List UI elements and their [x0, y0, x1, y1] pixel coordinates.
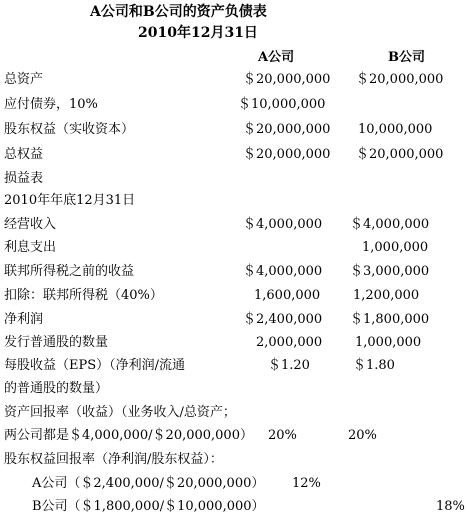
- value-b-revenue: ＄4,000,000: [350, 217, 430, 232]
- value-a-bonds: ＄10,000,000: [238, 97, 326, 112]
- value-a-roa: 20%: [268, 428, 297, 443]
- value-roe-b: 18%: [436, 499, 465, 514]
- column-header-b: B公司: [388, 50, 425, 65]
- row-label-bonds: 应付债券，10%: [4, 97, 98, 112]
- row-label-revenue: 经营收入: [4, 217, 57, 232]
- value-a-shares: 2,000,000: [256, 335, 323, 350]
- row-label-pretax: 联邦所得税之前的收益: [4, 264, 135, 279]
- row-label-total-assets: 总资产: [4, 72, 44, 87]
- column-header-a: A公司: [258, 50, 295, 65]
- value-a-total-assets: ＄20,000,000: [243, 72, 331, 87]
- row-label-roe-b: B公司（＄1,800,000/＄10,000,000）: [32, 499, 265, 514]
- row-label-common-equity: 股东权益（实收资本）: [4, 122, 135, 137]
- value-b-pretax: ＄3,000,000: [350, 264, 430, 279]
- value-b-interest: 1,000,000: [362, 240, 429, 255]
- row-label-net-income: 净利润: [4, 312, 44, 327]
- value-b-net-income: ＄1,800,000: [350, 312, 430, 327]
- value-roe-a: 12%: [292, 476, 321, 491]
- row-label-shares: 发行普通股的数量: [4, 335, 109, 350]
- row-label-roa: 资产回报率（收益）（业务收入/总资产；: [4, 405, 236, 420]
- value-b-total-assets: ＄20,000,000: [356, 72, 444, 87]
- value-a-pretax: ＄4,000,000: [243, 264, 323, 279]
- row-label-roa-detail: 两公司都是＄4,000,000/＄20,000,000）: [4, 428, 253, 443]
- value-b-common-equity: 10,000,000: [358, 122, 433, 137]
- value-b-roa: 20%: [348, 428, 377, 443]
- statement-date: 2010年12月31日: [138, 25, 258, 41]
- row-label-eps: 每股收益（EPS）（净利润/流通: [4, 358, 186, 373]
- value-a-eps: ＄1.20: [268, 358, 310, 373]
- row-label-roe: 股东权益回报率（净利润/股东权益）：: [4, 452, 223, 467]
- value-b-eps: ＄1.80: [353, 358, 395, 373]
- value-b-total-equity: ＄20,000,000: [356, 147, 444, 162]
- row-label-interest: 利息支出: [4, 240, 57, 255]
- value-b-shares: 1,000,000: [355, 335, 422, 350]
- page-title: A公司和B公司的资产负债表: [90, 4, 267, 20]
- income-statement-title: 损益表: [4, 171, 44, 186]
- value-a-revenue: ＄4,000,000: [243, 217, 323, 232]
- value-a-net-income: ＄2,400,000: [243, 312, 323, 327]
- row-label-roe-a: A公司（＄2,400,000/＄20,000,000）: [32, 476, 265, 491]
- value-a-tax: 1,600,000: [254, 288, 321, 303]
- value-a-common-equity: ＄20,000,000: [243, 122, 331, 137]
- row-label-total-equity: 总权益: [4, 147, 44, 162]
- row-label-eps-continued: 的普通股的数量）: [4, 381, 109, 396]
- value-b-tax: 1,200,000: [353, 288, 420, 303]
- income-statement-date: 2010年年底12月31日: [4, 193, 136, 208]
- row-label-tax: 扣除：联邦所得税（40%）: [4, 288, 163, 303]
- value-a-total-equity: ＄20,000,000: [243, 147, 331, 162]
